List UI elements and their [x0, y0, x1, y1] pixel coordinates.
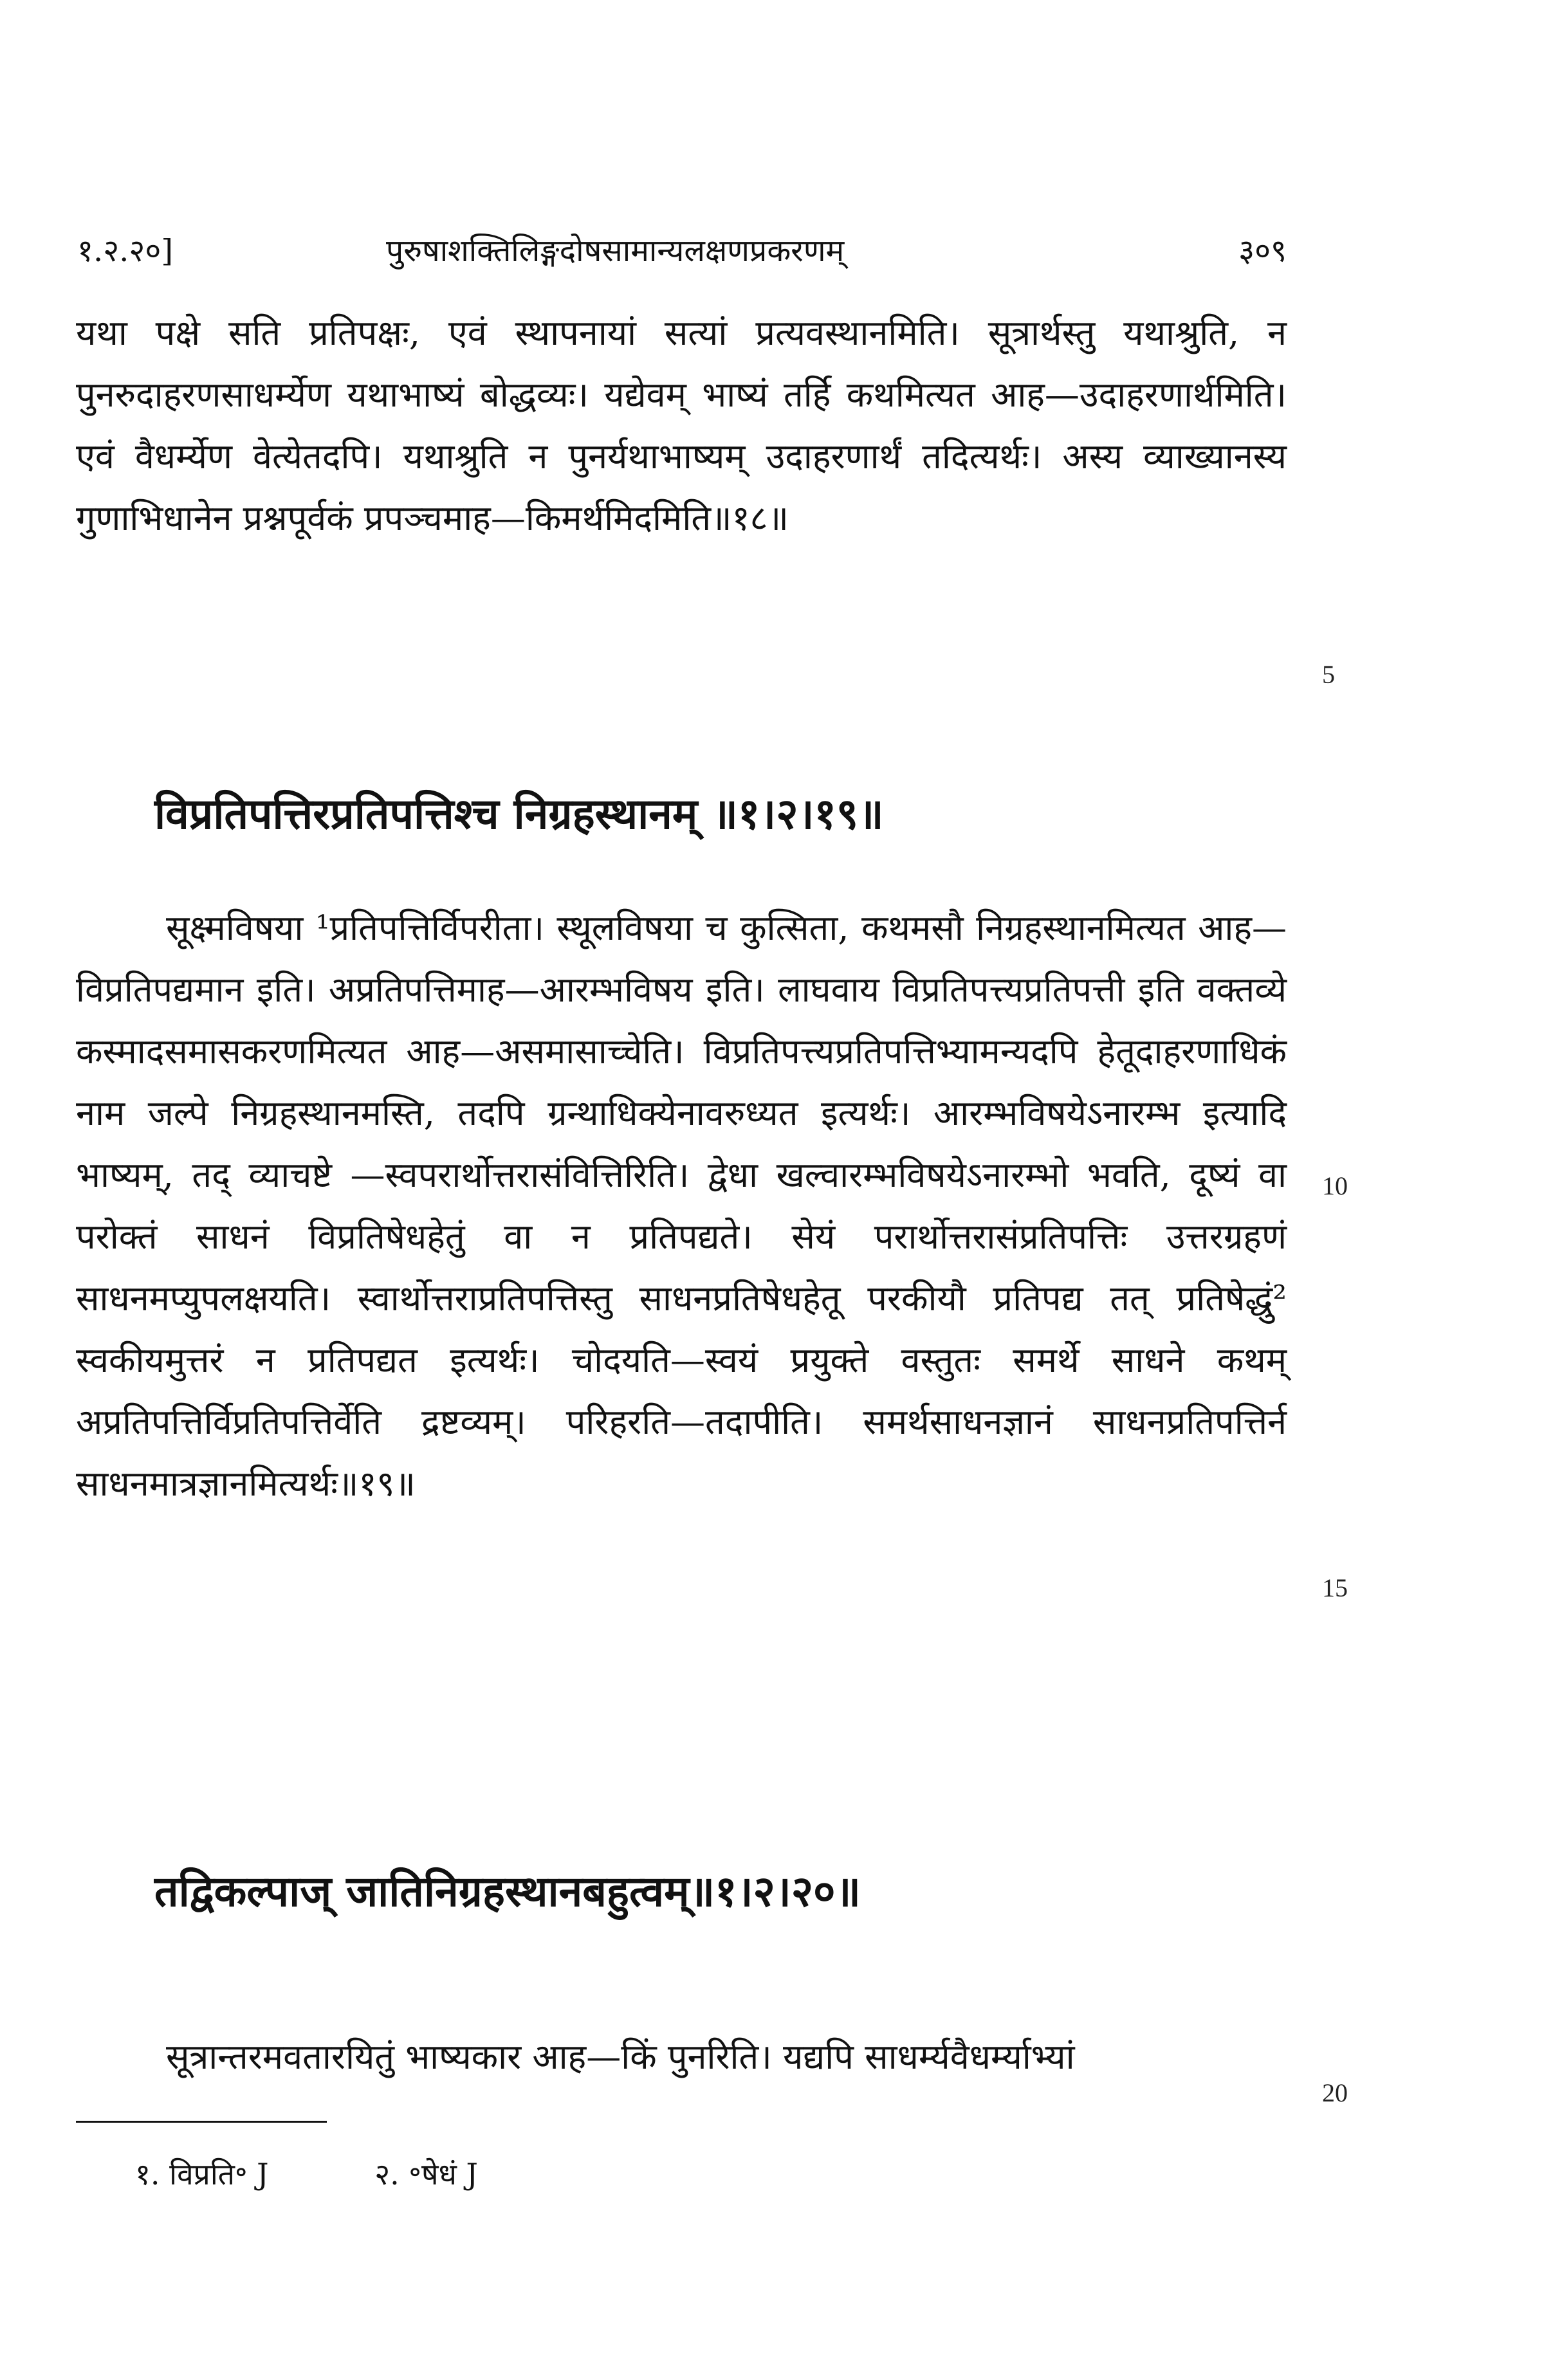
running-head — [77, 228, 1287, 273]
footnotes — [135, 2155, 574, 2193]
footnote-2: २. ॰षेधं J — [374, 2157, 478, 2192]
paragraph-text: सूक्ष्मविषया ¹प्रतिपत्तिर्विपरीता। स्थूलविषया च कुत्सिता, कथमसौ निग्रहस्थानमित्यत आह—विप्रतिपद्यमान इति। अप्रतिपत्तिमाह—आरम्भविषय इति। लाघवाय विप्रतिपत्त्यप्रतिपत्ती इति वक्तव्ये कस्मादसमासकरणमित्यत आह—असमासाच्चेति। विप्रतिपत्त्यप्रतिपत्तिभ्यामन्यदपि हेतूदाहरणाधिकं नाम जल्पे निग्रहस्थानमस्ति, तदपि ग्रन्थाधिक्येनावरुध्यत इत्यर्थः। आरम्भविषयेऽनारम्भ इत्यादि भाष्यम्, तद् व्याचष्टे —स्वपरार्थोत्तरासंवित्तिरिति। द्वेधा खल्वारम्भविषयेऽनारम्भो भवति, दूष्यं वा परोक्तं साधनं विप्रतिषेधहेतुं वा न प्रतिपद्यते। सेयं परार्थोत्तरासंप्रतिपत्तिः उत्तरग्रहणं साधनमप्युपलक्षयति। स्वार्थोत्तराप्रतिपत्तिस्तु साधनप्रतिषेधहेतू परकीयौ प्रतिपद्य तत् प्रतिषेद्धुं² स्वकीयमुत्तरं न प्रतिपद्यत इत्यर्थः। चोदयति—स्वयं प्रयुक्ते वस्तुतः समर्थे साधने कथम् अप्रतिपत्तिर्विप्रतिपत्तिर्वेति द्रष्टव्यम्। परिहरति—तदापीति। समर्थसाधनज्ञानं साधनप्रतिपत्तिर्न साधनमात्रज्ञानमित्यर्थः॥१९॥ — [76, 908, 1287, 1504]
paragraph-text: सूत्रान्तरमवतारयितुं भाष्यकार आह—किं पुनरिति। यद्यपि साधर्म्यवैधर्म्याभ्यां — [166, 2037, 1075, 2077]
commentary-paragraph-3 — [76, 2026, 1287, 2088]
line-number: 5 — [1322, 660, 1335, 689]
paragraph-text: यथा पक्षे सति प्रतिपक्षः, एवं स्थापनायां सत्यां प्रत्यवस्थानमिति। सूत्रार्थस्तु यथाश्रुति, न पुनरुदाहरणसाधर्म्येण यथाभाष्यं बोद्धव्यः। यद्येवम् भाष्यं तर्हि कथमित्यत आह—उदाहरणार्थमिति। एवं वैधर्म्येण वेत्येतदपि। यथाश्रुति न पुनर्यथाभाष्यम् उदाहरणार्थं तदित्यर्थः। अस्य व्याख्यानस्य गुणाभिधानेन प्रश्नपूर्वकं प्रपञ्चमाह—किमर्थमिदमिति॥१८॥ — [76, 313, 1287, 538]
commentary-paragraph-1 — [76, 302, 1287, 549]
page-number: ३०९ — [1238, 233, 1287, 269]
line-number: 15 — [1322, 1573, 1348, 1602]
line-number: 10 — [1322, 1171, 1348, 1200]
footnote-1: १. विप्रति॰ J — [135, 2157, 269, 2192]
footnote-rule — [76, 2121, 327, 2123]
sutra-heading-1: विप्रतिपत्तिरप्रतिपत्तिश्च निग्रहस्थानम् ॥१।२।१९॥ — [154, 789, 884, 839]
section-reference: १.२.२०] — [77, 233, 174, 269]
chapter-title: पुरुषाशक्तिलिङ्गदोषसामान्यलक्षणप्रकरणम् — [386, 233, 845, 269]
sutra-heading-2: तद्विकल्पाज् जातिनिग्रहस्थानबहुत्वम्॥१।२।२०॥ — [154, 1866, 861, 1916]
line-number: 20 — [1322, 2078, 1348, 2107]
commentary-paragraph-2 — [76, 897, 1287, 1515]
